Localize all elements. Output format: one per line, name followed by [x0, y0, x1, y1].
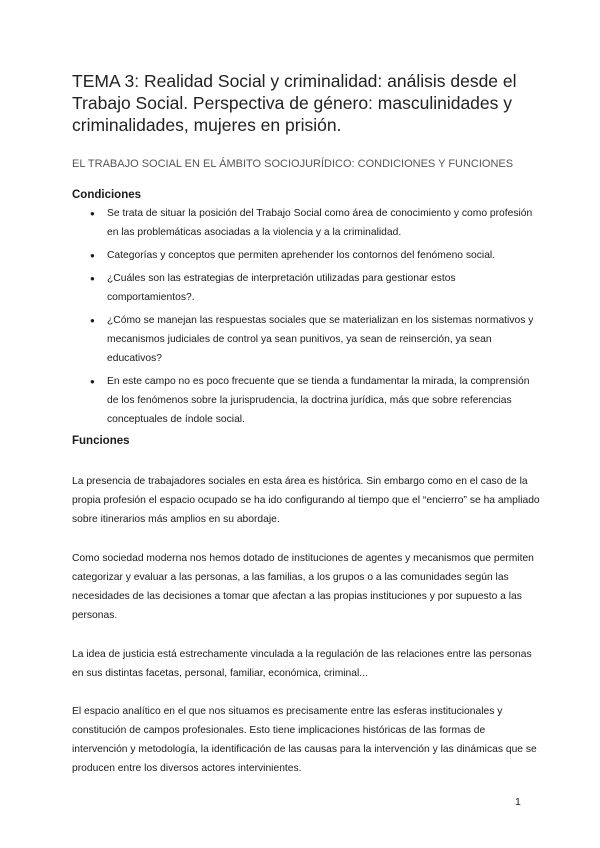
list-item — [72, 204, 542, 242]
conditions-list — [72, 204, 542, 433]
list-item — [72, 269, 542, 307]
functions-paragraph-4: El espacio analítico en el que nos situamos es precisamente entre las esferas institucionales y constitución de campos profesionales. Esto tiene implicaciones históricas de las formas de intervención y metodología, la identificación de las causas para la intervención y las dinámicas que se producen entre los diversos actores intervinientes. — [72, 706, 537, 774]
conditions-heading: Condiciones — [72, 189, 142, 201]
bullet-icon: ● — [90, 316, 95, 325]
functions-paragraph-1: La presencia de trabajadores sociales en esta área es histórica. Sin embargo como en el caso de la propia profesión el espacio ocupado se ha ido configurando al tiempo que el “encierro” se ha ampliado sobre itinerarios más amplios en su abordaje. — [72, 476, 540, 525]
bullet-icon: ● — [90, 377, 95, 386]
list-item-text: Se trata de situar la posición del Trabajo Social como área de conocimiento y como profesión en las problemáticas asociadas a la violencia y a la criminalidad. — [107, 208, 533, 238]
list-item-text: ¿Cómo se manejan las respuestas sociales que se materializan en los sistemas normativos y mecanismos judiciales de control ya sean punitivos, ya sean de reinserción, ya sean educativos? — [107, 315, 534, 364]
list-item-text: ¿Cuáles son las estrategias de interpretación utilizadas para gestionar estos comportamientos?. — [107, 273, 456, 303]
bullet-icon: ● — [90, 274, 95, 283]
functions-paragraph-2: Como sociedad moderna nos hemos dotado de instituciones de agentes y mecanismos que permiten categorizar y evaluar a las personas, a las familias, a los grupos o a las comunidades según las necesidades de las decisiones a tomar que afectan a las propias instituciones y por supuesto a las personas. — [72, 553, 534, 621]
functions-heading: Funciones — [72, 435, 130, 447]
page-number: 1 — [515, 796, 521, 808]
bullet-icon: ● — [90, 251, 95, 260]
bullet-icon: ● — [90, 209, 95, 218]
list-item — [72, 311, 542, 368]
list-item — [72, 246, 542, 265]
functions-paragraph-3: La idea de justicia está estrechamente vinculada a la regulación de las relaciones entre las personas en sus distintas facetas, personal, familiar, económica, criminal... — [72, 649, 532, 679]
list-item — [72, 372, 542, 429]
list-item-text: Categorías y conceptos que permiten aprehender los contornos del fenómeno social. — [107, 250, 496, 261]
section-subtitle: EL TRABAJO SOCIAL EN EL ÁMBITO SOCIOJURÍDICO: CONDICIONES Y FUNCIONES — [72, 158, 514, 170]
list-item-text: En este campo no es poco frecuente que se tienda a fundamentar la mirada, la comprensión de los fenómenos sobre la jurisprudencia, la doctrina jurídica, más que sobre referencias conceptuales de índole social. — [107, 376, 530, 425]
document-title: TEMA 3: Realidad Social y criminalidad: análisis desde el Trabajo Social. Perspectiva de género: masculinidades y criminalidades, mujeres en prisión. — [72, 71, 517, 135]
